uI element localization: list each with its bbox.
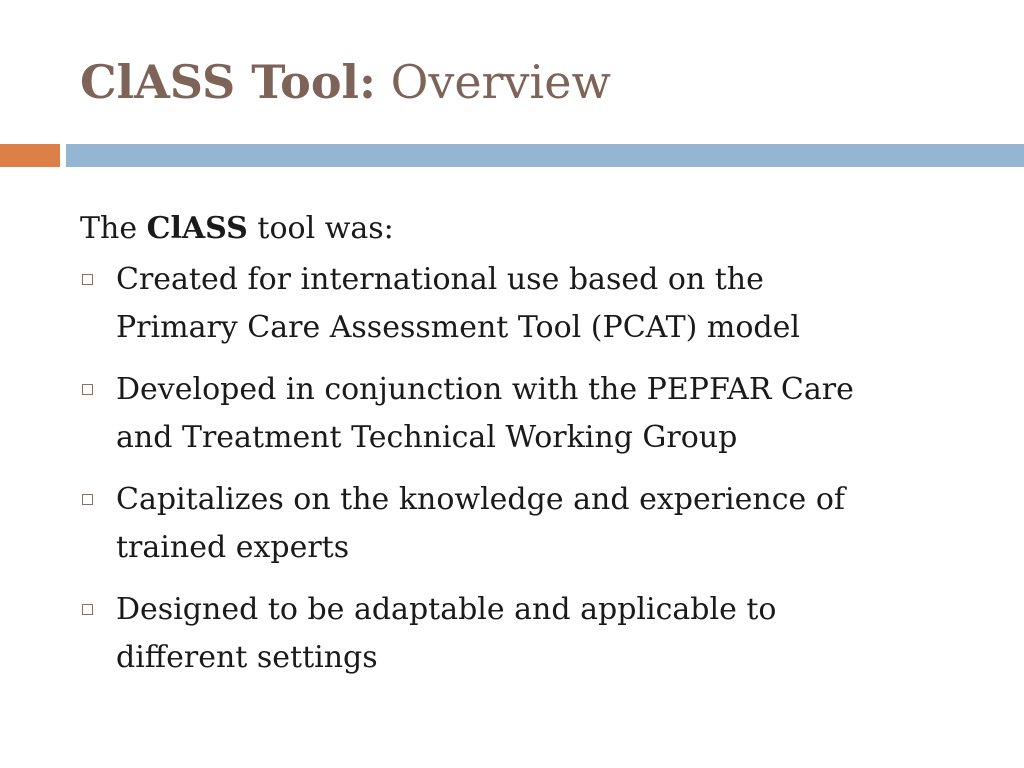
bullet-line: Created for international use based on the — [116, 262, 764, 297]
hollow-square-bullet-icon — [82, 494, 93, 505]
list-item — [80, 476, 980, 572]
title-light-part: Overview — [390, 55, 611, 109]
accent-bar-orange — [0, 144, 60, 167]
bullet-line: trained experts — [116, 530, 350, 565]
intro-after: tool was: — [247, 211, 394, 246]
bullet-line: Developed in conjunction with the PEPFAR Care — [116, 372, 854, 407]
intro-bold: ClASS — [146, 211, 248, 246]
hollow-square-bullet-icon — [82, 604, 93, 615]
bullet-line: Capitalizes on the knowledge and experience of — [116, 482, 845, 517]
hollow-square-bullet-icon — [82, 274, 93, 285]
list-item — [80, 256, 980, 352]
accent-bar-blue — [66, 144, 1024, 167]
slide-body — [80, 206, 980, 696]
bullet-line: and Treatment Technical Working Group — [116, 420, 738, 455]
bullet-line: different settings — [116, 640, 378, 675]
bullet-line: Designed to be adaptable and applicable to — [116, 592, 777, 627]
intro-line — [80, 206, 980, 252]
hollow-square-bullet-icon — [82, 384, 93, 395]
list-item — [80, 366, 980, 462]
bullet-line: Primary Care Assessment Tool (PCAT) model — [116, 310, 800, 345]
intro-before: The — [80, 211, 147, 246]
bullet-list — [80, 256, 980, 682]
title-bold-part: ClASS Tool: — [80, 55, 376, 109]
slide-title — [80, 52, 611, 112]
list-item — [80, 586, 980, 682]
